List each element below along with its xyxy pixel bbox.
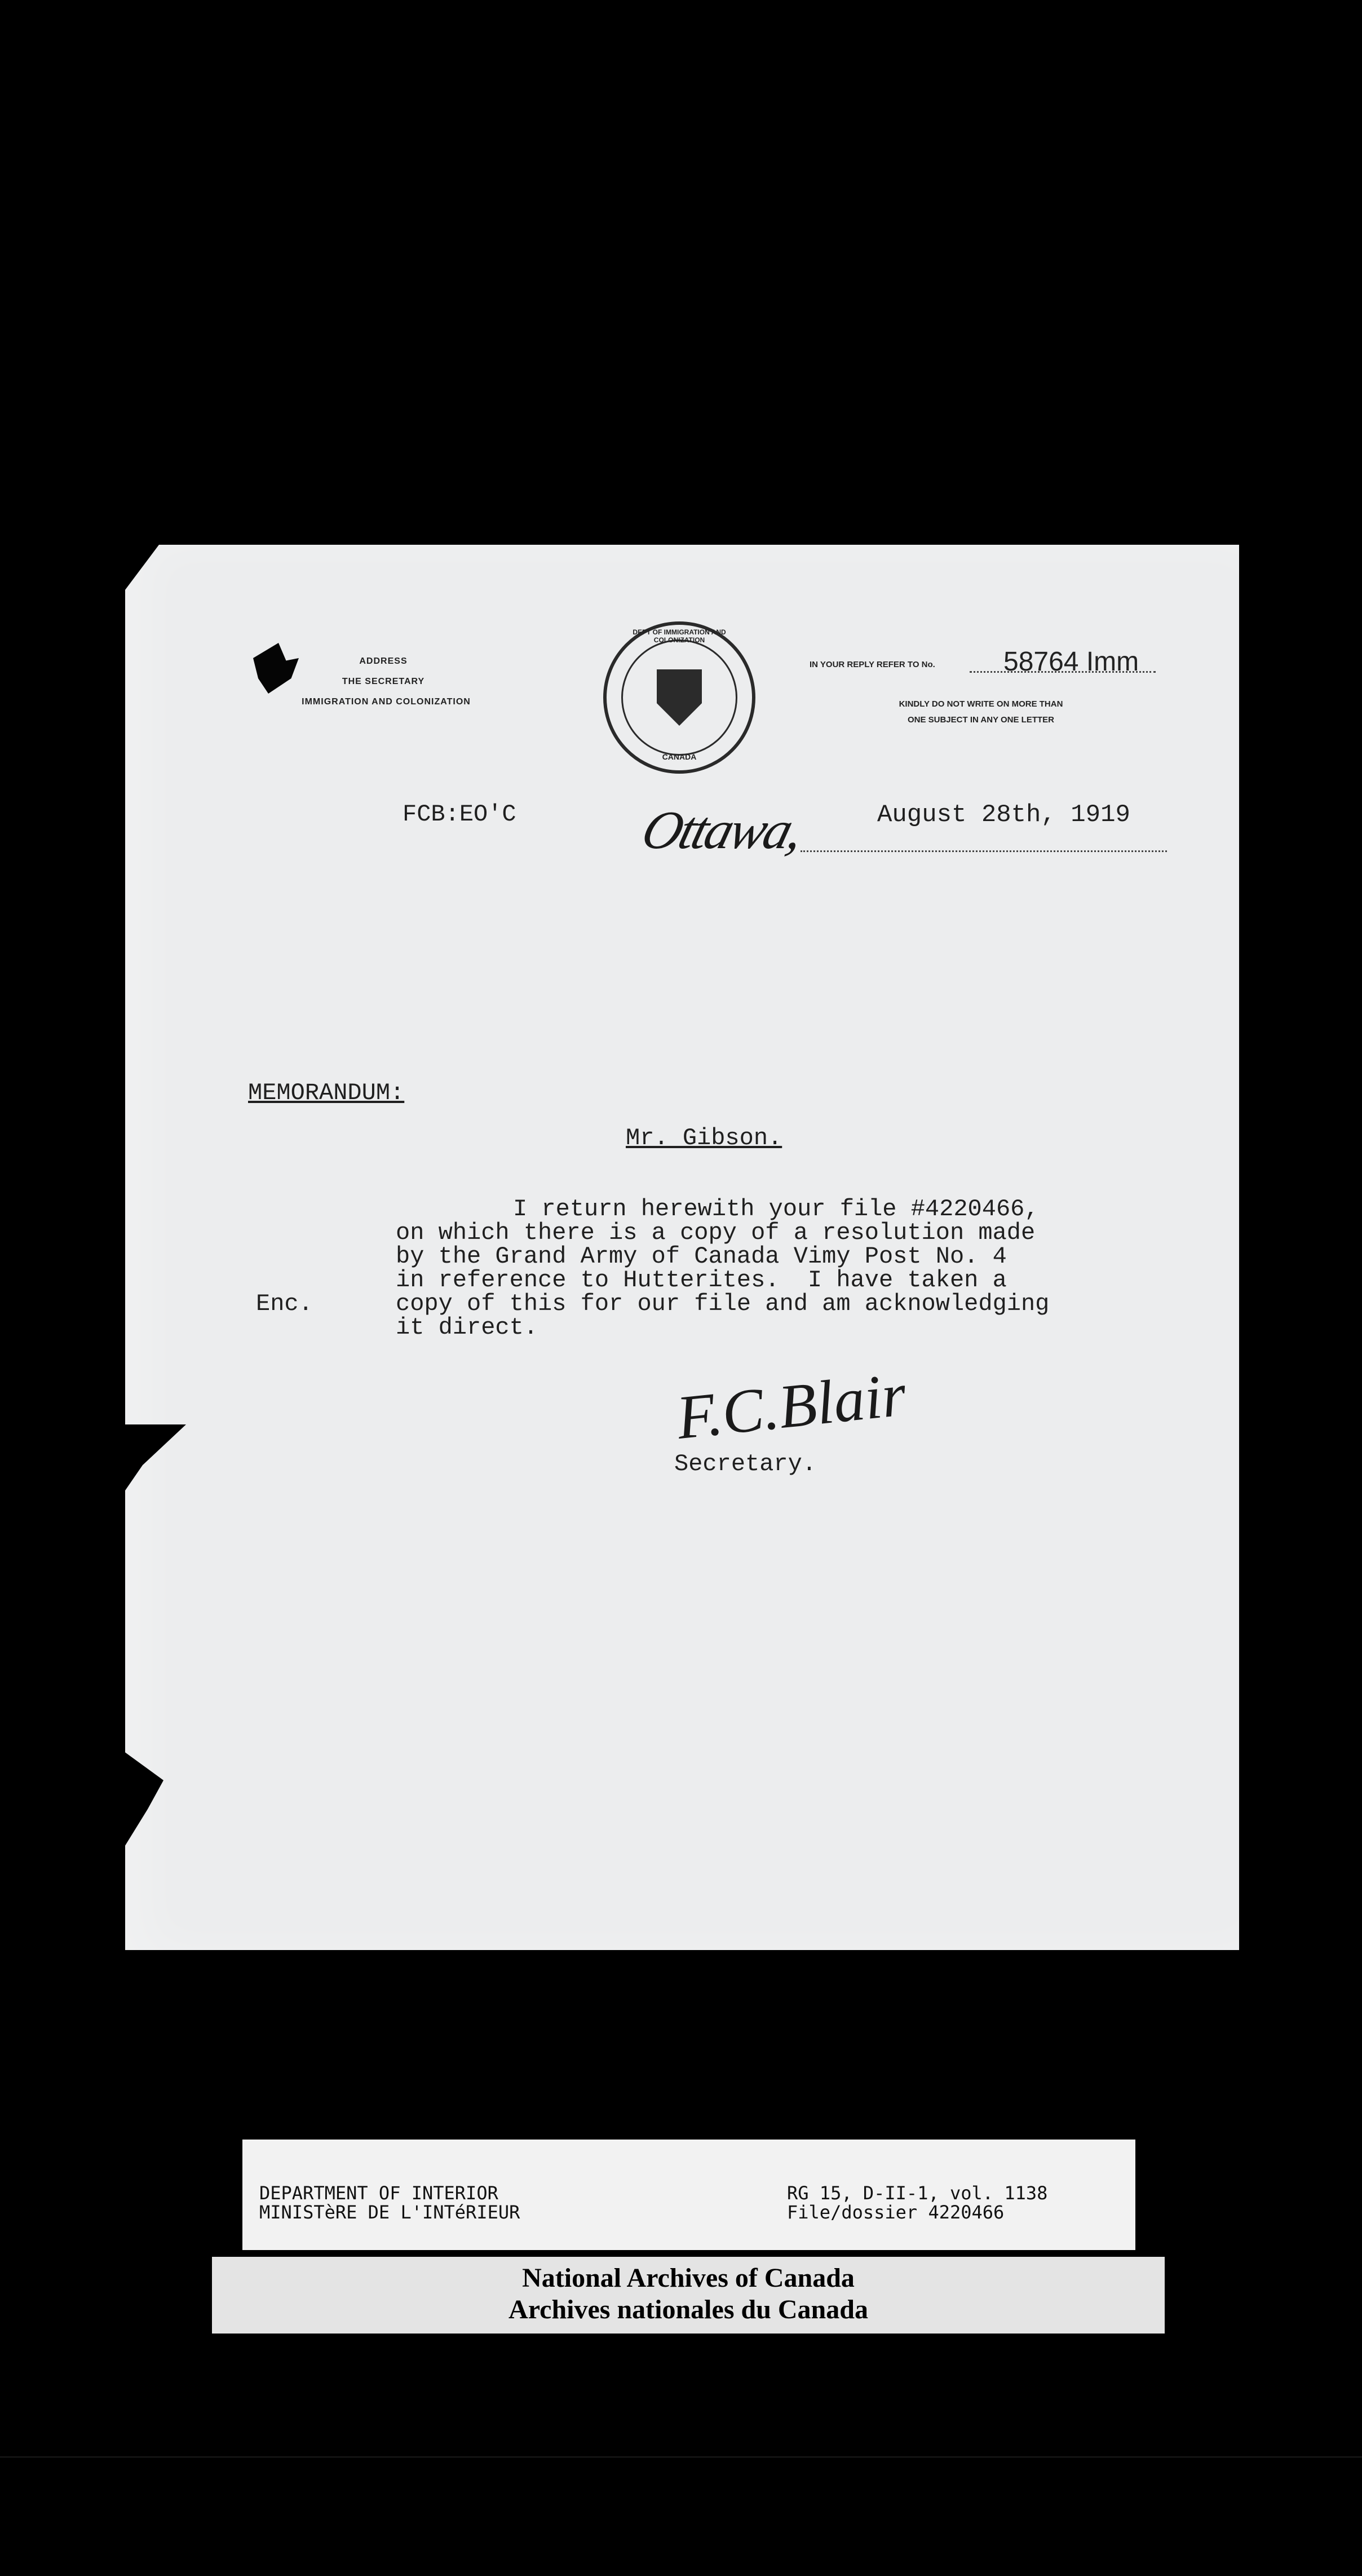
reply-reference-label: IN YOUR REPLY REFER TO No. [810,660,935,669]
body-line-6: it direct. [396,1314,538,1341]
address-label: ADDRESS [359,656,408,666]
seal-text-bottom: CANADA [662,752,697,761]
date-dotted-line [801,850,1167,852]
body-line-1: I return herewith your file #4220466, [513,1196,1039,1223]
signoff-title: Secretary. [674,1450,817,1477]
body-line-2: on which there is a copy of a resolution made [396,1219,1036,1246]
body-line-5: copy of this for our file and am acknowledging [396,1290,1050,1317]
body-line-3: by the Grand Army of Canada Vimy Post No. 4 [396,1243,1007,1270]
institution-fr: Archives nationales du Canada [508,2295,868,2324]
memo-date: August 28th, 1919 [877,801,1130,829]
reply-number: 58764 Imm [1003,647,1139,677]
handwritten-signature: F.C.Blair [673,1360,909,1452]
address-secretary: THE SECRETARY [342,677,425,686]
institution-en: National Archives of Canada [522,2263,855,2293]
record-group: RG 15, D-II-1, vol. 1138 [787,2182,1048,2204]
enclosure-note: Enc. [256,1290,313,1317]
memo-addressee: Mr. Gibson. [626,1124,782,1152]
department-seal [603,621,755,774]
department-fr: MINISTèRE DE L'INTéRIEUR [259,2202,520,2223]
file-number: File/dossier 4220466 [787,2202,1005,2223]
address-department: IMMIGRATION AND COLONIZATION [302,697,471,707]
department-en: DEPARTMENT OF INTERIOR [259,2182,498,2204]
notice-line-1: KINDLY DO NOT WRITE ON MORE THAN [899,699,1063,709]
place-ottawa: Ottawa, [635,800,810,860]
notice-line-2: ONE SUBJECT IN ANY ONE LETTER [907,715,1055,725]
torn-edge [124,1424,186,1492]
torn-corner [125,545,159,590]
frame-divider [0,2456,1362,2458]
memo-heading: MEMORANDUM: [248,1079,405,1106]
seal-text-top: DEPT OF IMMIGRATION AND COLONIZATION [633,628,726,644]
body-line-4: in reference to Hutterites. I have taken a [396,1267,1007,1294]
coat-of-arms-icon [657,669,702,726]
institution-label [212,2257,1165,2334]
archive-reference-label [242,2140,1135,2250]
torn-edge [124,1752,163,1847]
typist-initials: FCB:EO'C [403,801,516,828]
